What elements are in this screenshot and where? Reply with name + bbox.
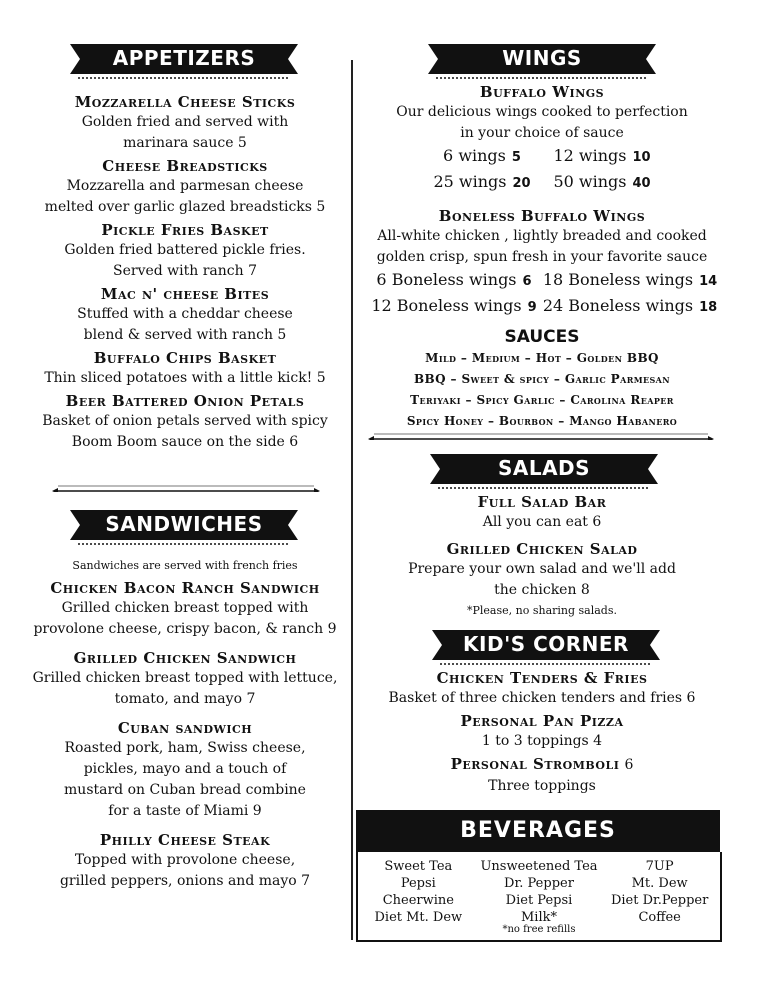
section-divider: [368, 430, 714, 440]
item-desc: tomato, and mayo 7: [114, 691, 256, 707]
price-row: 24 Boneless wings 18: [542, 296, 718, 315]
price-row: 50 wings 40: [553, 172, 651, 191]
menu-item: [20, 648, 350, 710]
beverage-item: Cheerwine: [382, 893, 454, 908]
menu-item: [20, 830, 350, 892]
item-desc: Grilled chicken breast topped with lettuce,: [32, 670, 338, 686]
beverage-item: Diet Mt. Dew: [374, 910, 463, 925]
item-desc: Thin sliced potatoes with a little kick! 5: [44, 370, 326, 386]
kids-section: [362, 668, 722, 797]
item-desc: Boom Boom sauce on the side 6: [71, 434, 299, 450]
item-desc: All you can eat 6: [482, 514, 602, 530]
item-name: Personal Pan Pizza: [460, 712, 624, 730]
item-name: Chicken Tenders & Fries: [436, 669, 648, 687]
price-row: 12 Boneless wings 9: [371, 296, 537, 315]
beverage-item: Pepsi: [400, 876, 436, 891]
menu-item: [20, 578, 350, 640]
item-name: Beer Battered Onion Petals: [65, 392, 305, 410]
sandwiches-note: Sandwiches are served with french fries: [72, 559, 298, 572]
beverage-item: Diet Pepsi: [505, 893, 573, 908]
item-name: Cheese Breadsticks: [102, 157, 268, 175]
beverages-note: *no free refills: [502, 924, 576, 935]
item-desc: Three toppings: [488, 778, 596, 794]
salads-banner: [430, 454, 658, 484]
item-name: Cuban sandwich: [117, 719, 253, 737]
item-desc: Basket of onion petals served with spicy: [42, 413, 328, 429]
sauces-title: SAUCES: [504, 327, 580, 347]
item-desc: Grilled chicken breast topped with: [61, 600, 309, 616]
item-name: Mac n' cheese Bites: [100, 285, 270, 303]
item-desc: Roasted pork, ham, Swiss cheese,: [64, 740, 306, 756]
beverage-item: Milk*: [520, 910, 557, 925]
salads-title: SALADS: [497, 456, 591, 480]
item-desc: provolone cheese, crispy bacon, & ranch 9: [33, 621, 337, 637]
beverage-item: Mt. Dew: [631, 876, 688, 891]
item-desc: Served with ranch 7: [113, 263, 257, 279]
item-name: Philly Cheese Steak: [99, 831, 271, 849]
boneless-price-grid: [366, 268, 718, 320]
item-name: Full Salad Bar: [477, 493, 607, 511]
item-name: Buffalo Wings: [479, 83, 605, 101]
wings-title: WINGS: [502, 46, 582, 70]
beverage-item: Dr. Pepper: [504, 876, 574, 891]
beverage-item: Sweet Tea: [384, 859, 453, 874]
appetizers-banner: [70, 44, 298, 74]
item-desc: for a taste of Miami 9: [108, 803, 262, 819]
appetizers-section: [30, 92, 340, 453]
item-desc: Mozzarella and parmesan cheese: [66, 178, 304, 194]
item-desc: Golden fried battered pickle fries.: [64, 242, 306, 258]
item-desc: Topped with provolone cheese,: [74, 852, 296, 868]
kids-title: KID'S CORNER: [463, 632, 629, 656]
column-divider: [351, 60, 353, 940]
kids-banner: [432, 630, 660, 660]
item-desc: pickles, mayo and a touch of: [83, 761, 287, 777]
item-desc: blend & served with ranch 5: [83, 327, 287, 343]
beverage-item: Coffee: [638, 910, 681, 925]
beverages-title: BEVERAGES: [356, 810, 720, 852]
price-row: 25 wings 20: [433, 172, 531, 191]
sauce-line: Mild – Medium – Hot – Golden BBQ: [425, 351, 659, 365]
buffalo-price-grid: [422, 144, 662, 196]
item-desc: melted over garlic glazed breadsticks 5: [44, 199, 326, 215]
price-row: 6 wings 5: [443, 146, 521, 165]
wings-banner: [428, 44, 656, 74]
menu-item: [362, 754, 722, 776]
price-row: 6 Boneless wings 6: [376, 270, 532, 289]
price-row: 12 wings 10: [553, 146, 651, 165]
item-desc: 1 to 3 toppings 4: [481, 733, 603, 749]
price-row: 18 Boneless wings 14: [542, 270, 718, 289]
beverage-item: Diet Dr.Pepper: [610, 893, 709, 908]
item-desc: Our delicious wings cooked to perfection: [396, 104, 688, 120]
sauce-line: Spicy Honey – Bourbon – Mango Habanero: [406, 414, 678, 428]
item-name: Buffalo Chips Basket: [93, 349, 277, 367]
salads-note: *Please, no sharing salads.: [467, 604, 617, 617]
menu-item: [30, 156, 340, 218]
beverages-list: [358, 858, 720, 926]
item-desc: Basket of three chicken tenders and fries 6: [388, 690, 696, 706]
wings-section: [362, 82, 722, 432]
item-name: Chicken Bacon Ranch Sandwich: [50, 579, 320, 597]
menu-item: [30, 92, 340, 154]
menu-item: [30, 348, 340, 389]
item-desc: marinara sauce 5: [123, 135, 247, 151]
sauce-line: BBQ – Sweet & spicy – Garlic Parmesan: [414, 372, 670, 386]
item-name: Pickle Fries Basket: [101, 221, 269, 239]
item-desc: Prepare your own salad and we'll add: [408, 561, 676, 577]
item-name: Mozzarella Cheese Sticks: [74, 93, 296, 111]
item-desc: the chicken 8: [494, 582, 590, 598]
menu-item: [30, 284, 340, 346]
beverage-item: Unsweetened Tea: [480, 859, 598, 874]
sandwiches-banner: [70, 510, 298, 540]
item-desc: All-white chicken , lightly breaded and cooked: [377, 228, 707, 244]
menu-item: [20, 718, 350, 822]
item-price: 6: [624, 757, 634, 773]
item-name: Grilled Chicken Sandwich: [73, 649, 297, 667]
item-desc: Golden fried and served with: [81, 114, 289, 130]
item-desc: in your choice of sauce: [460, 125, 624, 141]
item-desc: golden crisp, spun fresh in your favorite sauce: [376, 249, 708, 265]
item-desc: mustard on Cuban bread combine: [64, 782, 306, 798]
item-desc: Stuffed with a cheddar cheese: [77, 306, 293, 322]
item-desc: grilled peppers, onions and mayo 7: [59, 873, 311, 889]
sauce-line: Teriyaki – Spicy Garlic – Carolina Reaper: [410, 393, 674, 407]
beverages-box: [356, 852, 722, 942]
salads-section: [362, 492, 722, 619]
beverage-item: 7UP: [645, 859, 674, 874]
item-name: Grilled Chicken Salad: [446, 540, 638, 558]
item-name: Boneless Buffalo Wings: [438, 207, 646, 225]
menu-item: [30, 220, 340, 282]
appetizers-title: APPETIZERS: [112, 46, 256, 70]
item-name: Personal Stromboli: [450, 755, 620, 773]
sandwiches-title: SANDWICHES: [105, 512, 263, 536]
sandwiches-section: [20, 558, 350, 892]
section-divider: [52, 482, 320, 492]
menu-item: [30, 391, 340, 453]
